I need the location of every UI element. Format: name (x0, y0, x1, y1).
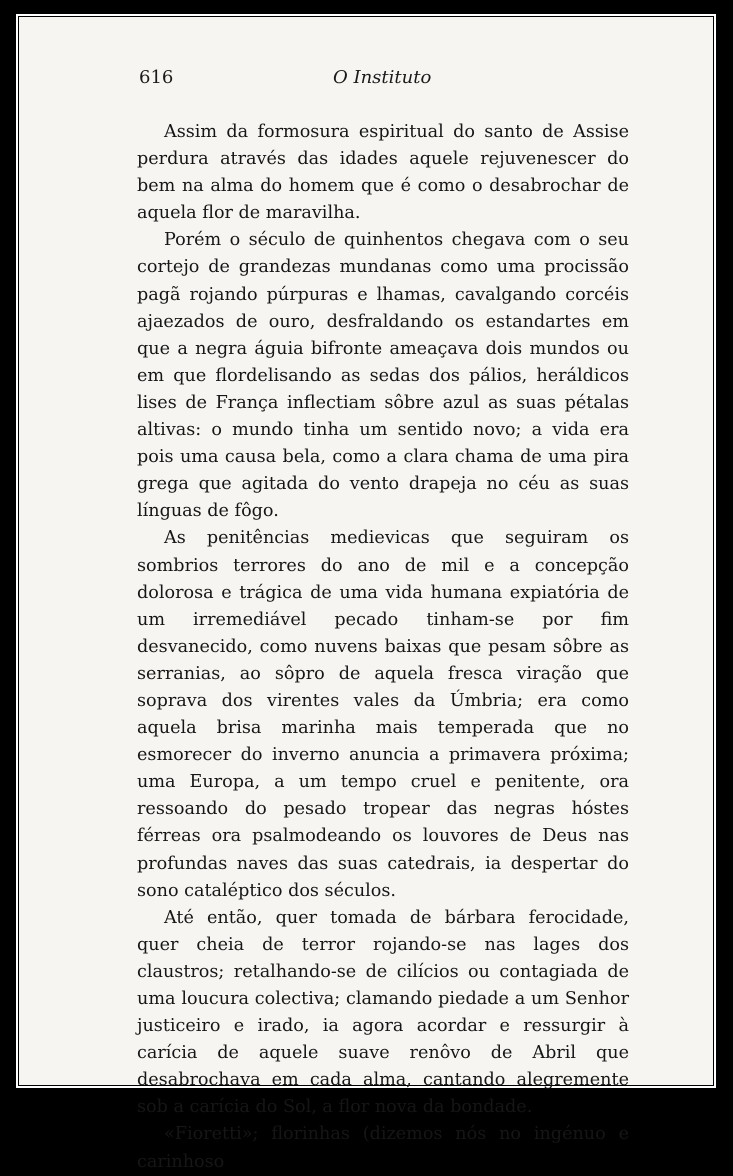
page-header (139, 67, 629, 97)
paragraph: Assim da formosura espiritual do santo de Assise perdura através das idades aquele rejuvenescer do bem na alma do homem que é como o desabrochar de aquela flor de maravilha. (137, 122, 629, 224)
paragraph: Até então, quer tomada de bárbara ferocidade, quer cheia de terror rojando-se nas lages dos claustros; retalhando-se de cilícios ou contagiada de uma loucura colectiva; clamando piedade a um Senhor justiceiro e irado, ia agora acordar e ressurgir à carícia de aquele suave renôvo de Abril que desabrochava em cada alma, cantando alegremente sob a carícia do Sol, a flor nova da bondade. (137, 907, 629, 1118)
book-page (19, 17, 713, 1172)
paragraph: «Fioretti»; florinhas (dizemos nós no ingénuo e carinhoso (137, 1124, 629, 1172)
paragraph: Porém o século de quinhentos chegava com o seu cortejo de grandezas mundanas como uma procissão pagã rojando púrpuras e lhamas, cavalgando corcéis ajaezados de ouro, desfraldando os estandartes em que a negra águia bifronte ameaçava dois mundos ou em que flordelisando as sedas dos pálios, heráldicos lises de França inflectiam sôbre azul as suas pétalas altivas: o mundo tinha um sentido novo; a vida era pois uma causa bela, como a clara chama de uma pira grega que agitada do vento drapeja no céu as suas línguas de fôgo. (137, 230, 629, 522)
paragraph: As penitências medievicas que seguiram os sombrios terrores do ano de mil e a concepção dolorosa e trágica de uma vida humana expiatória de um irremediável pecado tinham-se por fim desvanecido, como nuvens baixas que pesam sôbre as serranias, ao sôpro de aquela fresca viração que soprava dos virentes vales da Úmbria; era como aquela brisa marinha mais temperada que no esmorecer do inverno anuncia a primavera próxima; uma Europa, a um tempo cruel e penitente, ora ressoando do pesado tropear das negras hóstes férreas ora psalmodeando os louvores de Deus nas profundas naves das suas catedrais, ia despertar do sono cataléptico dos séculos. (137, 528, 629, 901)
body-text (137, 119, 629, 1176)
page-number: 616 (139, 67, 174, 88)
running-head: O Instituto (333, 67, 432, 88)
